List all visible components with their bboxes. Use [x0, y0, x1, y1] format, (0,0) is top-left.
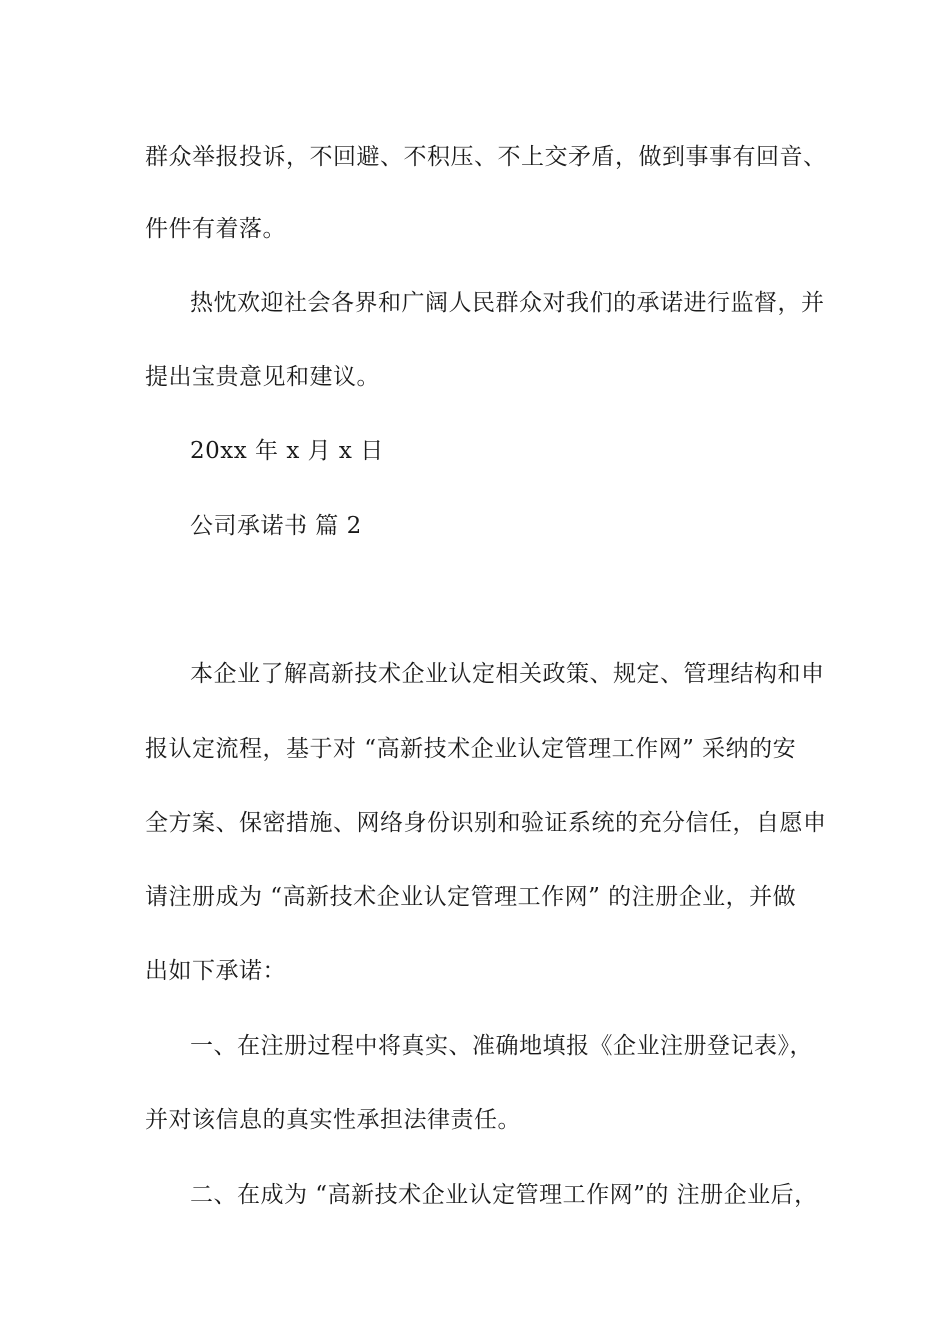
section-heading: 公司承诺书 篇 2: [190, 513, 362, 539]
paragraph-line: 本企业了解高新技术企业认定相关政策、规定、管理结构和申: [190, 661, 825, 687]
paragraph-line: 一、在注册过程中将真实、准确地填报《企业注册登记表》，: [190, 1033, 813, 1059]
paragraph-line: 群众举报投诉，不回避、不积压、不上交矛盾，做到事事有回音、: [145, 144, 827, 170]
paragraph-line: 二、在成为 “高新技术企业认定管理工作网”的 注册企业后，: [190, 1182, 818, 1208]
paragraph-line: 提出宝贵意见和建议。: [145, 364, 380, 390]
paragraph-line: 热忱欢迎社会各界和广阔人民群众对我们的承诺进行监督，并: [190, 290, 825, 316]
paragraph-line: 并对该信息的真实性承担法律责任。: [145, 1107, 521, 1133]
paragraph-line: 请注册成为 “高新技术企业认定管理工作网” 的注册企业，并做: [145, 884, 797, 910]
paragraph-line: 出如下承诺：: [145, 958, 286, 984]
paragraph-line: 全方案、保密措施、网络身份识别和验证系统的充分信任，自愿申: [145, 810, 827, 836]
paragraph-line: 件件有着落。: [145, 216, 286, 242]
date-line: 20xx 年 x 月 x 日: [190, 438, 384, 464]
paragraph-line: 报认定流程，基于对 “高新技术企业认定管理工作网” 采纳的安: [145, 736, 797, 762]
